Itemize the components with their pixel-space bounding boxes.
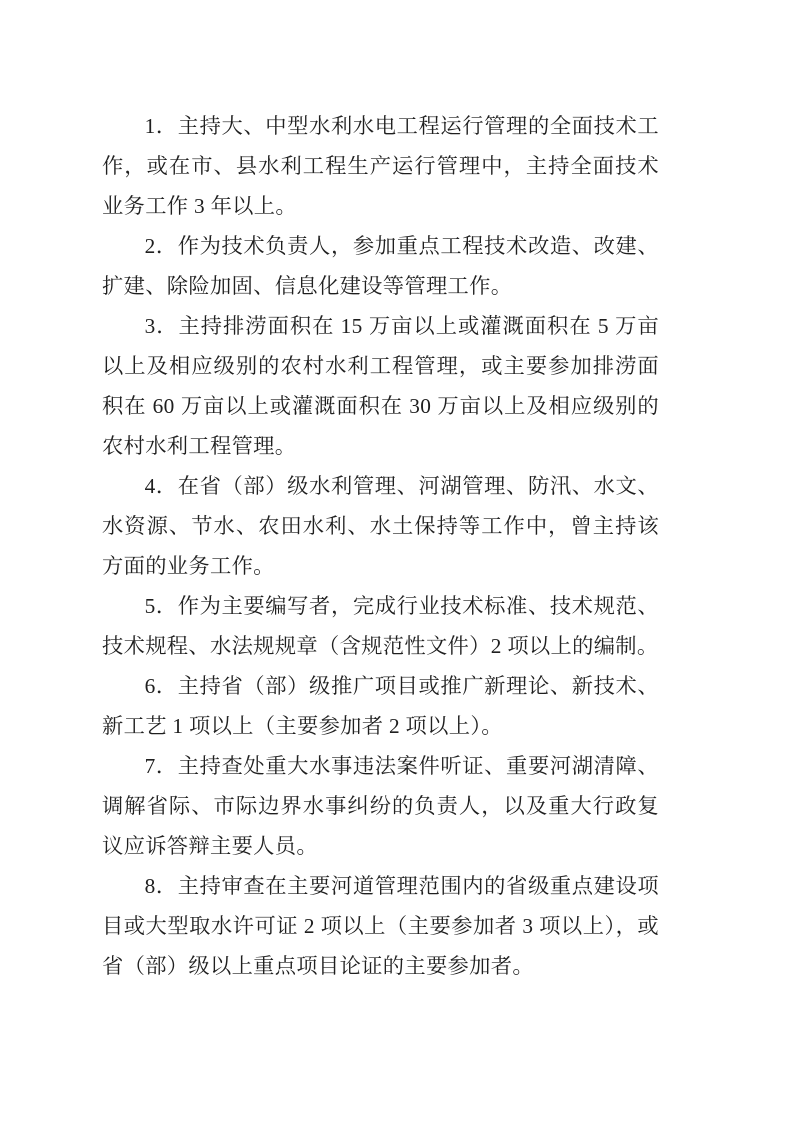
paragraph-item-5: 5．作为主要编写者，完成行业技术标准、技术规范、技术规程、水法规规章（含规范性文件）2 项以上的编制。: [102, 594, 659, 658]
paragraph-item-2: 2．作为技术负责人，参加重点工程技术改造、改建、扩建、除险加固、信息化建设等管理工作。: [102, 234, 659, 298]
paragraph-item-1: 1．主持大、中型水利水电工程运行管理的全面技术工作，或在市、县水利工程生产运行管理中，主持全面技术业务工作 3 年以上。: [102, 114, 659, 218]
document-text-block: [102, 106, 659, 986]
paragraph-item-7: 7．主持查处重大水事违法案件听证、重要河湖清障、调解省际、市际边界水事纠纷的负责人，以及重大行政复议应诉答辩主要人员。: [102, 754, 659, 858]
paragraph-item-4: 4．在省（部）级水利管理、河湖管理、防汛、水文、水资源、节水、农田水利、水土保持等工作中，曾主持该方面的业务工作。: [102, 474, 659, 578]
paragraph-item-8: 8．主持审查在主要河道管理范围内的省级重点建设项目或大型取水许可证 2 项以上（主要参加者 3 项以上），或省（部）级以上重点项目论证的主要参加者。: [102, 874, 659, 978]
paragraph-item-3: 3．主持排涝面积在 15 万亩以上或灌溉面积在 5 万亩以上及相应级别的农村水利工程管理，或主要参加排涝面积在 60 万亩以上或灌溉面积在 30 万亩以上及相应级别的农村水利工程管理。: [102, 314, 659, 458]
paragraph-item-6: 6．主持省（部）级推广项目或推广新理论、新技术、新工艺 1 项以上（主要参加者 2 项以上）。: [102, 674, 659, 738]
